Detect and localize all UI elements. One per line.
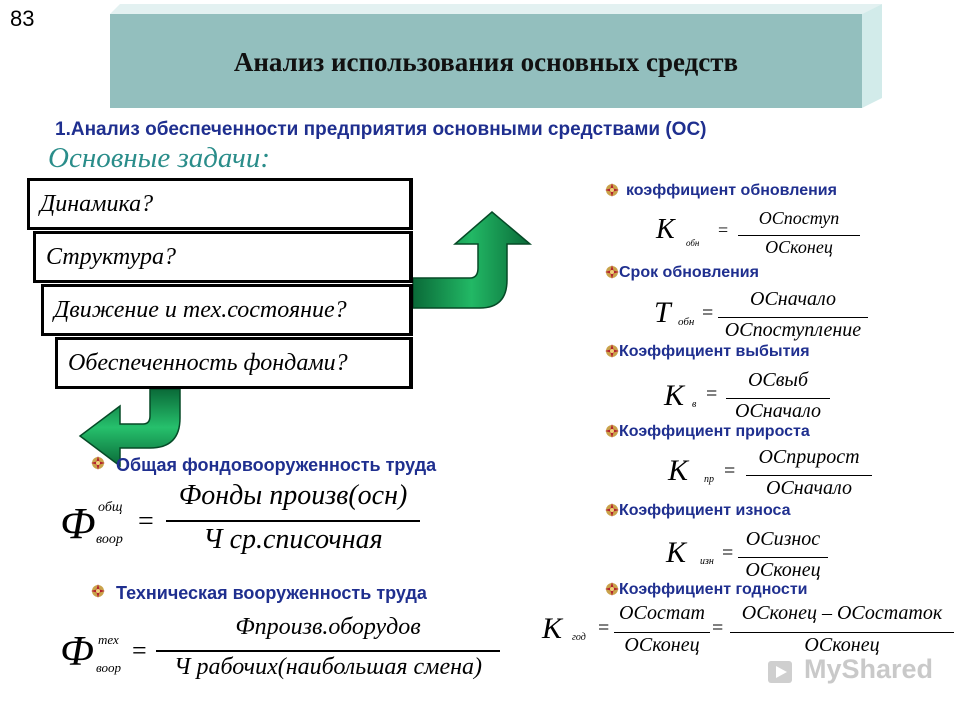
formula-subscript: пр bbox=[704, 474, 714, 485]
formula-numerator: ОСизнос bbox=[745, 528, 821, 550]
watermark-text: MyShared bbox=[804, 654, 934, 684]
ornament-bullet-icon bbox=[604, 581, 620, 597]
formula-denominator: ОСпоступление bbox=[724, 319, 862, 341]
labor-label-general: Общая фондовооруженность труда bbox=[116, 455, 437, 475]
formula-denominator-2: ОСконец bbox=[804, 634, 880, 656]
formula-numerator: ОСприрост bbox=[758, 446, 860, 468]
ornament-bullet-icon bbox=[90, 583, 106, 599]
formula-denominator-1: ОСконец bbox=[624, 634, 700, 656]
coef-label-growth: Коэффициент прироста bbox=[619, 423, 810, 440]
up-right-arrow-icon bbox=[413, 212, 530, 308]
ornament-bullet-icon bbox=[90, 455, 106, 471]
formula-denominator: Ч ср.списочная bbox=[203, 524, 383, 555]
formula-subscript: изн bbox=[700, 556, 714, 567]
coef-label-fitness: Коэффициент годности bbox=[619, 581, 808, 598]
labor-label-technical: Техническая вооруженность труда bbox=[116, 583, 427, 603]
formula-symbol: Ф bbox=[60, 629, 94, 675]
slide-number: 83 bbox=[10, 6, 35, 31]
task-dynamics: Динамика? bbox=[27, 178, 413, 230]
formula-symbol: K bbox=[666, 536, 687, 569]
ornament-bullet-icon bbox=[604, 343, 620, 359]
formula-symbol: K bbox=[664, 379, 685, 412]
formula-symbol: K bbox=[542, 612, 563, 645]
ornament-bullet-icon bbox=[604, 423, 620, 439]
formula-denominator: ОСконец bbox=[765, 237, 833, 257]
formula-subscript: год bbox=[572, 632, 586, 643]
formula-numerator: ОСначало bbox=[750, 288, 836, 310]
formula-subscript: в bbox=[692, 399, 697, 410]
formula-numerator-1: ОСостат bbox=[619, 602, 705, 624]
formula-numerator: ОСвыб bbox=[747, 369, 809, 391]
task-movement: Движение и тех.состояние? bbox=[41, 284, 413, 336]
ornament-bullet-icon bbox=[604, 182, 620, 198]
formula-subscript: воор bbox=[96, 532, 123, 547]
formula-symbol: T bbox=[654, 296, 671, 329]
formula-denominator: Ч рабочих(наибольшая смена) bbox=[173, 654, 482, 680]
formula-symbol: K bbox=[668, 454, 689, 487]
coef-label-term: Срок обновления bbox=[619, 264, 759, 281]
section-subtitle: 1.Анализ обеспеченности предприятия основными средствами (ОС) bbox=[55, 119, 707, 140]
task-provision: Обеспеченность фондами? bbox=[55, 337, 413, 389]
formula-denominator: ОСначало bbox=[766, 477, 852, 499]
formula-symbol: Ф bbox=[60, 499, 96, 548]
tasks-heading: Основные задачи: bbox=[48, 142, 271, 174]
formula-numerator-2: ОСконец – ОСостаток bbox=[741, 602, 943, 624]
formula-subscript: обн bbox=[678, 316, 695, 328]
ornament-bullet-icon bbox=[604, 502, 620, 518]
formula-numerator: ОСпоступ bbox=[758, 208, 840, 228]
formula-denominator: ОСначало bbox=[735, 400, 821, 422]
formula-numerator: Фонды произв(осн) bbox=[178, 480, 408, 511]
formula-symbol: K bbox=[656, 214, 675, 245]
formula-superscript: тех bbox=[98, 632, 119, 647]
task-structure: Структура? bbox=[33, 231, 413, 283]
coef-label-wear: Коэффициент износа bbox=[619, 502, 791, 519]
formula-superscript: общ bbox=[98, 500, 123, 515]
formula-subscript: воор bbox=[96, 660, 121, 675]
slide-title: Анализ использования основных средств bbox=[233, 47, 739, 77]
ornament-bullet-icon bbox=[604, 264, 620, 280]
coef-label-disposal: Коэффициент выбытия bbox=[619, 343, 810, 360]
watermark bbox=[766, 654, 933, 685]
formula-numerator: Фпроизв.оборудов bbox=[235, 614, 421, 640]
formula-subscript: обн bbox=[686, 238, 700, 248]
coef-label-renewal: коэффициент обновления bbox=[626, 182, 837, 199]
myshared-logo-icon bbox=[766, 655, 798, 685]
formula-denominator: ОСконец bbox=[745, 559, 821, 581]
